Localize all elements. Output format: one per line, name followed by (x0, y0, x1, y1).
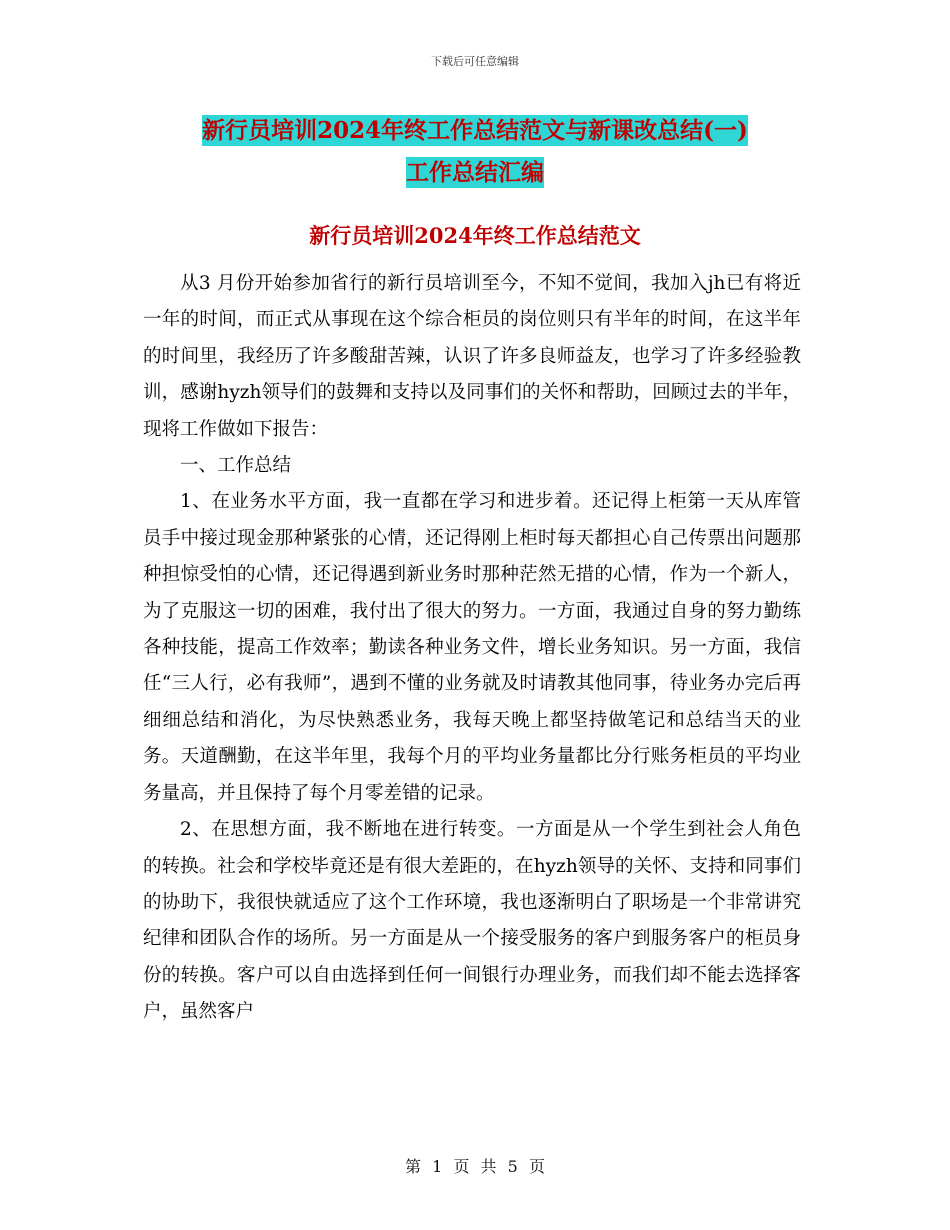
footer-page-word: 页 (453, 1157, 470, 1176)
body-text (143, 266, 801, 1031)
title-line-2: 工作总结汇编 (406, 159, 544, 186)
footer-total-word: 共 (480, 1157, 497, 1176)
paragraph: 1、在业务水平方面，我一直都在学习和进步着。还记得上柜第一天从库管员手中接过现金那种紧张的心情，还记得刚上柜时每天都担心自己传票出问题那种担惊受怕的心情，还记得遇到新业务时那种茫然无措的心情，作为一个新人，为了克服这一切的困难，我付出了很大的努力。一方面，我通过自身的努力勤练各种技能，提高工作效率；勤读各种业务文件，增长业务知识。另一方面，我信任“三人行，必有我师”，遇到不懂的业务就及时请教其他同事，待业务办完后再细细总结和消化，为尽快熟悉业务，我每天晚上都坚持做笔记和总结当天的业务。天道酬勤，在这半年里，我每个月的平均业务量都比分行账务柜员的平均业务量高，并且保持了每个月零差错的记录。 (143, 491, 801, 804)
paragraph: 从3 月份开始参加省行的新行员培训至今，不知不觉间，我加入jh已有将近一年的时间，而正式从事现在这个综合柜员的岗位则只有半年的时间，在这半年的时间里，我经历了许多酸甜苦辣，认识了许多良师益友，也学习了许多经验教训，感谢hyzh领导们的鼓舞和支持以及同事们的关怀和帮助，回顾过去的半年，现将工作做如下报告： (143, 273, 801, 440)
footer-prefix: 第 (405, 1157, 422, 1176)
section-title: 新行员培训2024年终工作总结范文 (309, 223, 641, 248)
paragraph: 一、工作总结 (180, 455, 292, 477)
page-total: 5 (507, 1157, 518, 1176)
header-note: 下载后可任意编辑 (431, 55, 519, 68)
page-number: 1 (432, 1157, 443, 1176)
page-footer (0, 1154, 950, 1177)
paragraph: 2、在思想方面，我不断地在进行转变。一方面是从一个学生到社会人角色的转换。社会和学校毕竟还是有很大差距的，在hyzh领导的关怀、支持和同事们的协助下，我很快就适应了这个工作环境，我也逐渐明白了职场是一个非常讲究纪律和团队合作的场所。另一方面是从一个接受服务的客户到服务客户的柜员身份的转换。客户可以自由选择到任何一间银行办理业务，而我们却不能去选择客户，虽然客户 (143, 819, 801, 1023)
document-title (0, 110, 950, 194)
footer-suffix: 页 (528, 1157, 545, 1176)
title-line-1: 新行员培训2024年终工作总结范文与新课改总结(一) (202, 117, 748, 144)
